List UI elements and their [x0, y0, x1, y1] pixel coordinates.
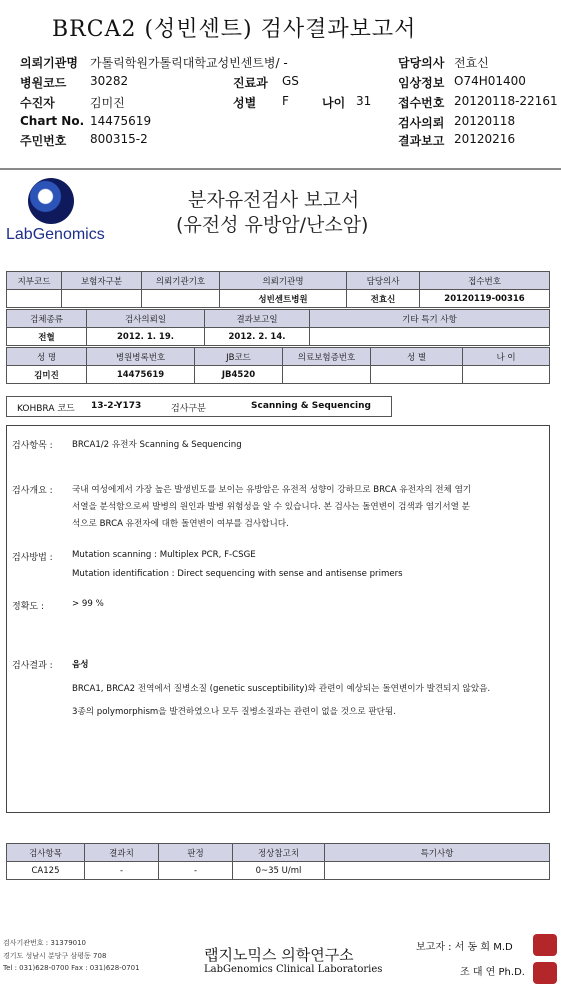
seal-stamp-icon: [533, 934, 557, 956]
header-cell: 검체종류: [7, 310, 87, 328]
value-sex: F: [282, 94, 289, 108]
value-result: 음성: [72, 660, 89, 670]
value-cell: 전혈: [7, 328, 87, 346]
header-cell: 지부코드: [7, 272, 62, 290]
kohbra-code: 13-2-Y173: [91, 401, 142, 411]
result-line: 3종의 polymorphism을 발견하였으나 모두 질병소질과는 관련이 없을 것으로 판단됨.: [72, 707, 396, 717]
value-patient: 김미진: [90, 96, 125, 110]
label-accuracy: 정확도 :: [12, 602, 44, 612]
header-cell: 기타 특기 사항: [310, 310, 550, 328]
value-cell: [371, 366, 463, 384]
label-department: 진료과: [233, 76, 268, 90]
patient-table: [6, 347, 550, 384]
label-attending-doctor: 담당의사: [398, 56, 445, 70]
value-cell: 0~35 U/ml: [233, 862, 325, 880]
value-cell: 김미진: [7, 366, 87, 384]
value-cell: JB4520: [195, 366, 283, 384]
label-requesting-institution: 의뢰기관명: [20, 56, 78, 70]
label-clinical-info: 임상정보: [398, 76, 445, 90]
value-cell: 2012. 1. 19.: [87, 328, 205, 346]
value-cell: 2012. 2. 14.: [205, 328, 310, 346]
header-cell: 의뢰기관명: [220, 272, 347, 290]
header-cell: 의뢰기관기호: [142, 272, 220, 290]
header-cell: 의료보험증번호: [283, 348, 371, 366]
header-cell: 검사항목: [7, 844, 85, 862]
labgenomics-logo-icon: [28, 178, 74, 224]
header-cell: 성 별: [371, 348, 463, 366]
label-resident-number: 주민번호: [20, 134, 67, 148]
request-header: [0, 0, 561, 170]
method-line: Mutation scanning : Multiplex PCR, F-CSGE: [72, 550, 256, 560]
report-subtitle: (유전성 유방암/난소암): [176, 214, 369, 236]
kohbra-label: KOHBRA 코드: [17, 404, 75, 414]
reporter-label: 보고자 :: [416, 942, 452, 953]
value-accuracy: > 99 %: [72, 599, 104, 609]
result-line: BRCA1, BRCA2 전역에서 질병소질 (genetic susceptibility)와 관련이 예상되는 돌연변이가 발견되지 않았음.: [72, 684, 491, 694]
footer-address: 경기도 성남시 분당구 삼평동 708: [3, 952, 107, 960]
overview-line: 석으로 BRCA 유전자에 대한 돌연변이 여부를 검사합니다.: [72, 519, 289, 529]
header-cell: 성 명: [7, 348, 87, 366]
header-cell: 정상참고치: [233, 844, 325, 862]
value-age: 31: [356, 94, 372, 108]
logo-text: LabGenomics: [6, 226, 105, 243]
value-resident-number: 800315-2: [90, 132, 148, 146]
seal-stamp-icon: [533, 962, 557, 984]
kohbra-row: [6, 396, 392, 417]
value-test-request: 20120118: [454, 114, 516, 128]
value-requesting-institution: 가톨릭학원가톨릭대학교성빈센트병/ -: [90, 56, 288, 70]
test-class-label: 검사구분: [171, 404, 206, 414]
value-cell: 20120119-00316: [420, 290, 550, 308]
value-chart-no: 14475619: [90, 114, 152, 128]
value-cell: -: [85, 862, 159, 880]
marker-table: [6, 843, 550, 880]
label-patient: 수진자: [20, 96, 55, 110]
label-hospital-code: 병원코드: [20, 76, 67, 90]
header-cell: 나 이: [463, 348, 550, 366]
overview-line: 서열을 분석함으로써 발병의 원인과 발병 위험성을 알 수 있습니다. 본 검사는 돌연변이 검색과 염기서열 분: [72, 502, 470, 512]
label-test-request: 검사의뢰: [398, 116, 445, 130]
header-cell: 담당의사: [347, 272, 420, 290]
value-cell: [283, 366, 371, 384]
header-cell: JB코드: [195, 348, 283, 366]
header-cell: 특기사항: [325, 844, 550, 862]
value-test-item: BRCA1/2 유전자 Scanning & Sequencing: [72, 440, 242, 450]
header-cell: 병원병록번호: [87, 348, 195, 366]
header-cell: 판정: [159, 844, 233, 862]
method-line: Mutation identification : Direct sequencing with sense and antisense primers: [72, 569, 403, 579]
label-overview: 검사개요 :: [12, 486, 53, 496]
value-clinical-info: O74H01400: [454, 74, 526, 88]
lab-name-english: LabGenomics Clinical Laboratories: [204, 964, 383, 975]
value-cell: 전효신: [347, 290, 420, 308]
lab-name-korean: 랩지노믹스 의학연구소: [204, 946, 354, 964]
label-receipt-number: 접수번호: [398, 96, 445, 110]
value-cell: [463, 366, 550, 384]
value-cell: [7, 290, 62, 308]
value-cell: 성빈센트병원: [220, 290, 347, 308]
overview-line: 국내 여성에게서 가장 높은 발생빈도를 보이는 유방암은 유전적 성향이 강하므로 BRCA 유전자의 전체 염기: [72, 485, 472, 495]
value-cell: 14475619: [87, 366, 195, 384]
header-cell: 검사의뢰일: [87, 310, 205, 328]
page-title: BRCA2 (성빈센트) 검사결과보고서: [52, 17, 417, 42]
reporter-1: 서 동 희 M.D: [454, 942, 513, 953]
value-cell: [142, 290, 220, 308]
label-test-item: 검사항목 :: [12, 441, 53, 451]
label-chart-no: Chart No.: [20, 114, 85, 128]
label-method: 검사방법 :: [12, 553, 53, 563]
value-attending-doctor: 전효신: [454, 56, 489, 70]
reporter-2: 조 대 연 Ph.D.: [460, 967, 525, 978]
value-cell: [325, 862, 550, 880]
footer-institution-number: 검사기관번호 : 31379010: [3, 939, 87, 947]
header-cell: 결과보고일: [205, 310, 310, 328]
value-receipt-number: 20120118-22161: [454, 94, 558, 108]
label-sex: 성별: [233, 96, 257, 110]
value-hospital-code: 30282: [90, 74, 129, 88]
label-age: 나이: [322, 96, 346, 110]
value-cell: -: [159, 862, 233, 880]
label-result: 검사결과 :: [12, 661, 53, 671]
reporter-line: [416, 938, 513, 953]
header-cell: 보험자구분: [62, 272, 142, 290]
value-result-report: 20120216: [454, 132, 516, 146]
value-cell: [62, 290, 142, 308]
specimen-table: [6, 309, 550, 346]
value-cell: CA125: [7, 862, 85, 880]
report-title: 분자유전검사 보고서: [188, 189, 360, 211]
header-cell: 결과치: [85, 844, 159, 862]
footer-phone: Tel : 031)628-0700 Fax : 031)628-0701: [3, 964, 140, 972]
value-department: GS: [282, 74, 299, 88]
value-cell: [310, 328, 550, 346]
label-result-report: 결과보고: [398, 134, 445, 148]
test-class-value: Scanning & Sequencing: [251, 401, 371, 411]
header-cell: 접수번호: [420, 272, 550, 290]
institution-table: [6, 271, 550, 308]
